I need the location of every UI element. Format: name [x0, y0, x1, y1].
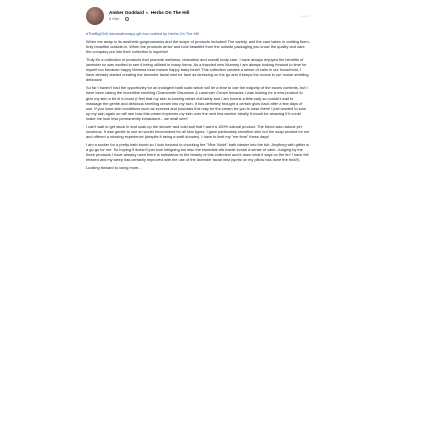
page-name[interactable]: Herbs On The Hill: [150, 9, 190, 15]
post-body: [86, 31, 310, 170]
globe-icon: [125, 17, 129, 21]
post-paragraph: Truly it's a collection of products that promote wellness, relaxation and overall body care. I have always enjoyed the benefits of lavender so was excited to see it being utilised in many forms. As a frazzled new Mummy I am always looking forward to time for myself too because happy Mamma bear means happy baby bear!! This collection creates a sense of calm in our household, I have already started creating the lavender facial mist for face as stressing on the go and it keeps the rooms in our house smelling delicious!: [86, 57, 309, 83]
post-paragraph: When me away in its aesthetic gorgeousness and the scope of products included! The variety, and the care taken in crafting them, truly beautiful outside-in. When the products arrive and look beautiful from the outside packaging you know the quality and care the company put into their collection is superior!: [86, 39, 310, 55]
post-paragraph: Looking forward to using more...: [86, 165, 142, 171]
more-options-icon[interactable]: ···: [301, 12, 310, 20]
post-timestamp[interactable]: 5 Mar: [109, 16, 120, 22]
post-paragraph: I am a sucker for a pretty bath bomb so I look forward to chucking the "Vibe Violet" bath blaster into the tub. Anything with glitter is a go-go for me. So hoping it doesn't just look intriguing but also the essential oils inside evoke a sense of calm. Judging by the three products I have already used there is substance to the beauty of this collection and it does what it says on the tin! I have felt relaxed and my sleep has certainly improved with the use of the lavender facial mist (spritz on my pillow has done the trick!!): [86, 141, 309, 163]
post-paragraph: So far I haven't had the opportunity for an indulgent bath soak which will be a time to use the majority of the boxes contents, but I have been taking the incredible smelling Chamomile Geranium & Lavender Cream because I was looking for a new product to give my skin a bit of a boost (I feel that my skin is looking rather dull lately and I am honest a little sad) so couldn't wait to massage the gentle and delicious smelling cream into my skin. It has definitely brought a certain glow back after a few days of use. If you have skin conditions such as eczema and psoriasis this may be the cream for you to ease them! I just wanted to tone up my skin again so will see how this cream improves my skin over the next few weeks! Ideally it would be amazing if it could make me look less permanently exhausted... we shall see!!: [86, 85, 308, 121]
post-meta: [109, 11, 189, 22]
author-name[interactable]: Amber Goddard: [109, 9, 144, 15]
post-timestamp-line: 5 Mar ·: [109, 17, 189, 21]
post-paragraph: I can't wait to get stuck in and soak up the shower and cold salt that I want a 100% natural product. The blend was natural yet luxurious. It was gentle to use so would recommend for all skin types. I gave particularly sensitive skin but the soap worked for me and offered a relaxing experience (despite it being a swift shower). I have to limit my "me time" these days!: [86, 123, 310, 139]
facebook-post: [82, 4, 314, 428]
author-avatar[interactable]: [86, 7, 104, 25]
author-line: [109, 11, 189, 16]
post-header: [86, 4, 310, 28]
post-hashtags[interactable]: #TheBigChill #aromatherapy gift box crafted by Herbs On The Hill: [86, 31, 200, 36]
shared-to-arrow-icon: ▸: [146, 9, 149, 15]
